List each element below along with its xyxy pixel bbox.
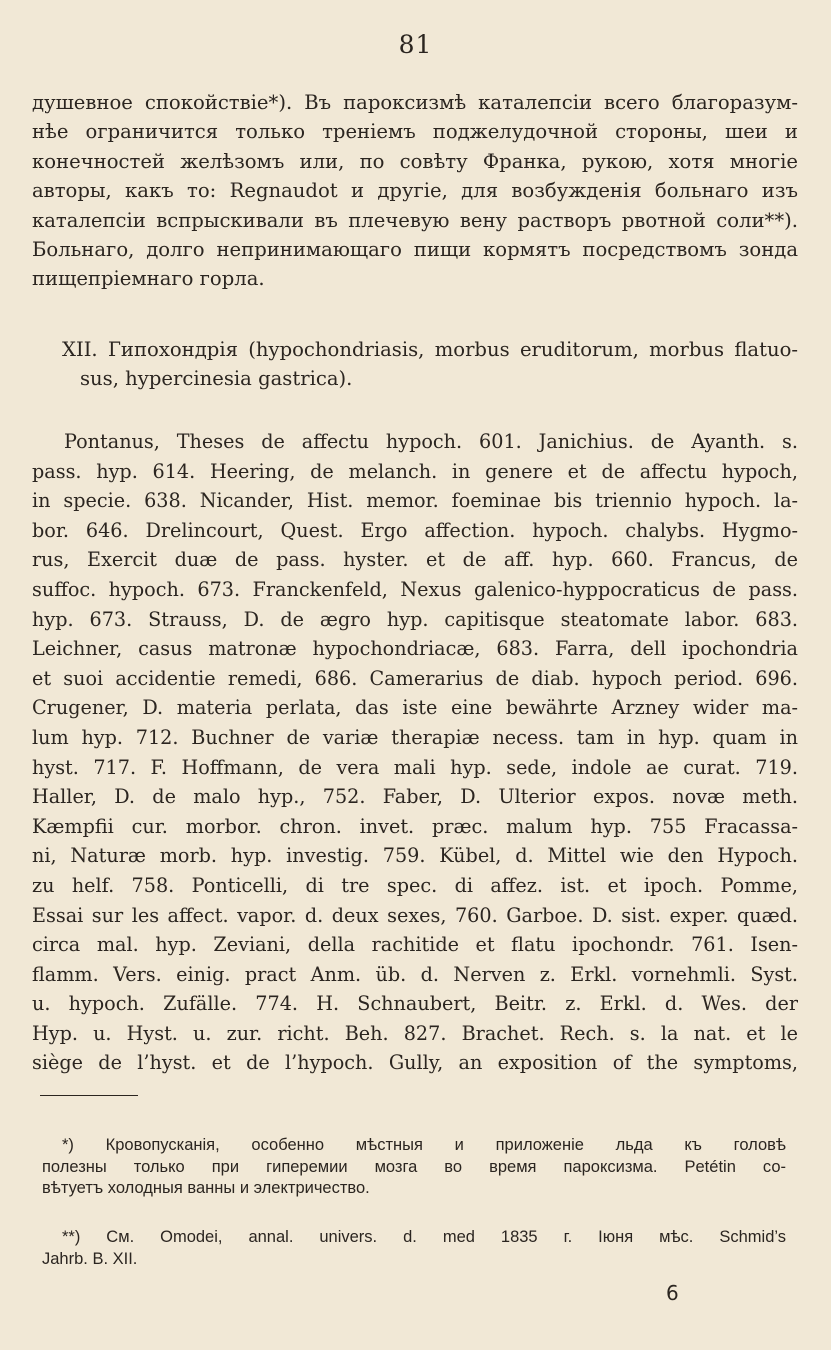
text-line: Hyp. u. Hyst. u. zur. richt. Beh. 827. Brachet. Rech. s. la nat. et le — [32, 1021, 798, 1045]
text-line: авторы, какъ то: Regnaudot и другіе, для возбужденія больнаго изъ — [32, 179, 798, 203]
text-line: Haller, D. de malo hyp., 752. Faber, D. Ulterior expos. novæ meth. — [32, 785, 798, 809]
heading-line: sus, hypercinesia gastrica). — [80, 367, 353, 391]
text-line: flamm. Vers. einig. pract Anm. üb. d. Nerven z. Erkl. vornehmli. Syst. — [32, 962, 798, 986]
text-line: Essai sur les affect. vapor. d. deux sexes, 760. Garboe. D. sist. exper. quæd. — [32, 903, 798, 927]
text-line: Leichner, casus matronæ hypochondriacæ, 683. Farra, dell ipochondria — [32, 637, 798, 661]
text-line: bor. 646. Drelincourt, Quest. Ergo affection. hypoch. chalybs. Hygmo- — [32, 518, 798, 542]
heading-line: XII. Гипохондрія (hypochondriasis, morbus eruditorum, morbus flatuo- — [62, 338, 798, 361]
text-line: конечностей желѣзомъ или, по совѣту Франка, рукою, хотя многіе — [32, 149, 798, 173]
text-line: circa mal. hyp. Zeviani, della rachitide et flatu ipochondr. 761. Isen- — [32, 933, 798, 957]
text-line: zu helf. 758. Ponticelli, di tre spec. di affez. ist. et ipoch. Pomme, — [32, 873, 798, 897]
text-line: pass. hyp. 614. Heering, de melanch. in genere et de affectu hypoch, — [32, 459, 798, 483]
text-line: Crugener, D. materia perlata, das iste eine bewährte Arzney wider ma- — [32, 696, 798, 720]
footnote-line: вѣтуетъ холодныя ванны и электричество. — [42, 1179, 370, 1197]
text-line: каталепсіи вспрыскивали въ плечевую вену растворъ рвотной соли**). — [32, 208, 798, 232]
footnote-line: Jahrb. B. XII. — [42, 1249, 138, 1268]
text-line: rus, Exercit duæ de pass. hyster. et de aff. hyp. 660. Francus, de — [32, 548, 798, 572]
text-line: siège de l’hyst. et de l’hypoch. Gully, an exposition of the symptoms, — [32, 1051, 798, 1075]
text-line: lum hyp. 712. Buchner de variæ therapiæ necess. tam in hyp. quam in — [32, 725, 798, 749]
text-line: hyst. 717. F. Hoffmann, de vera mali hyp. sede, indole ae curat. 719. — [32, 755, 798, 779]
text-line: ni, Naturæ morb. hyp. investig. 759. Kübel, d. Mittel wie den Hypoch. — [32, 844, 798, 868]
footnote-line: полезны только при гиперемии мозга во время пароксизма. Petétin со- — [42, 1157, 786, 1176]
intro-paragraph — [32, 88, 798, 294]
text-line: пищепріемнаго горла. — [32, 267, 265, 291]
text-line: suffoc. hypoch. 673. Franckenfeld, Nexus galenico-hyppocraticus de pass. — [32, 577, 798, 601]
footnote-line: **) См. Omodei, annal. univers. d. med 1835 г. Іюня мѣс. Schmid’s — [62, 1228, 786, 1246]
text-line: u. hypoch. Zufälle. 774. H. Schnaubert, Beitr. z. Erkl. d. Wes. der — [32, 992, 798, 1016]
bibliography-paragraph — [32, 427, 798, 1078]
signature-mark: 6 — [666, 1281, 679, 1305]
footnote-divider — [40, 1095, 138, 1096]
footnote-line: *) Кровопусканія, особенно мѣстныя и приложеніе льда къ головѣ — [62, 1136, 786, 1154]
text-line: Kæmpfii cur. morbor. chron. invet. præc. malum hyp. 755 Fracassa- — [32, 814, 798, 838]
text-line: Pontanus, Theses de affectu hypoch. 601. Janichius. de Ayanth. s. — [64, 430, 798, 453]
text-line: душевное спокойствіе*). Въ пароксизмѣ каталепсіи всего благоразум- — [32, 91, 798, 114]
text-line: et suoi accidentie remedi, 686. Camerarius de diab. hypoch period. 696. — [32, 666, 798, 690]
text-line: hyp. 673. Strauss, D. de ægro hyp. capitisque steatomate labor. 683. — [32, 607, 798, 631]
footnote-2 — [42, 1227, 786, 1270]
footnote-1 — [42, 1135, 786, 1200]
text-line: Больнаго, долго непринимающаго пищи кормятъ посредствомъ зонда — [32, 238, 798, 262]
section-heading — [32, 335, 798, 394]
page-number: 81 — [398, 30, 433, 59]
text-line: нѣе ограничится только треніемъ поджелудочной стороны, шеи и — [32, 120, 798, 144]
text-line: in specie. 638. Nicander, Hist. memor. foeminae bis triennio hypoch. la- — [32, 489, 798, 513]
